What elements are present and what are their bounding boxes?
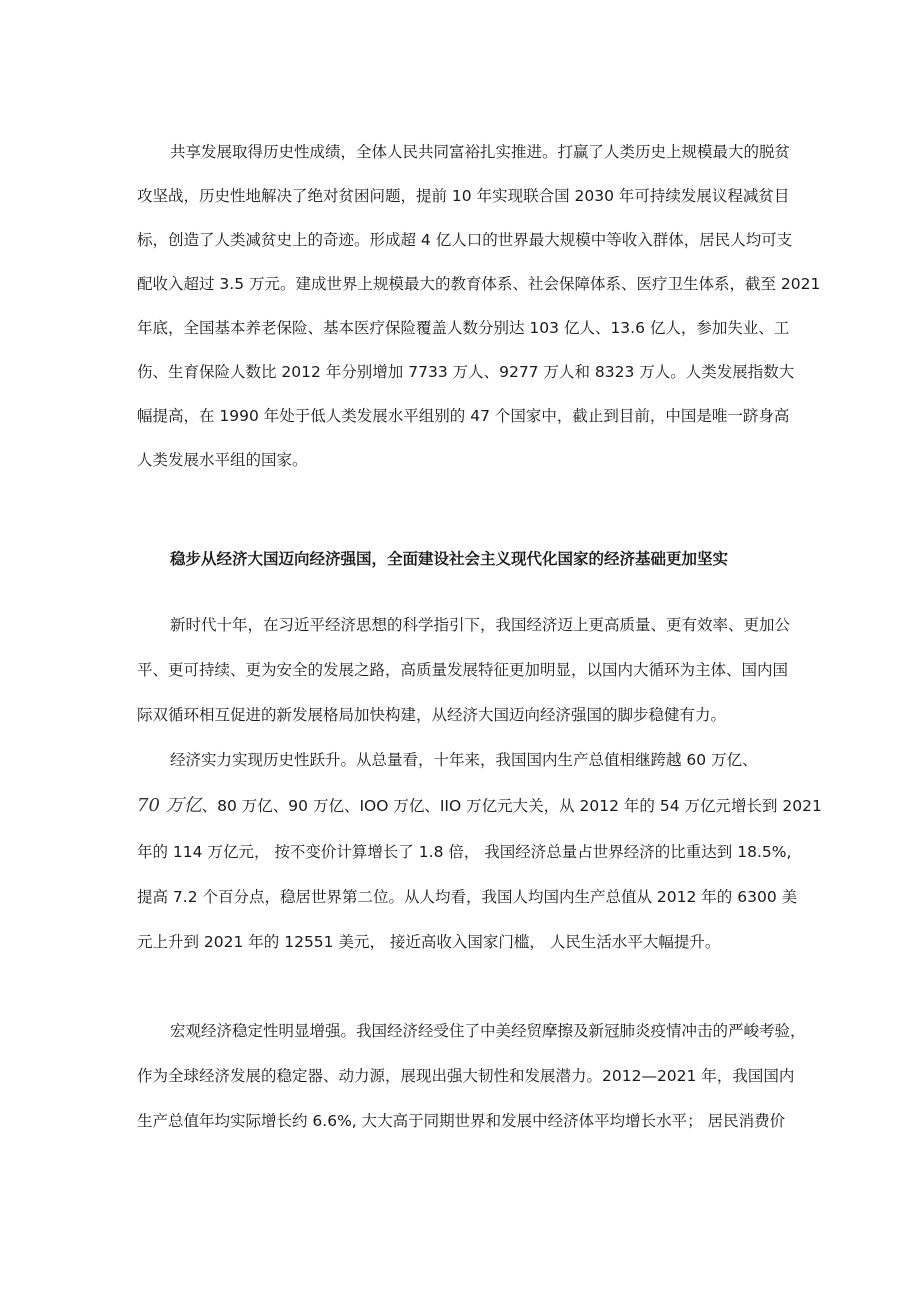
- paragraph3-line-2-rest: 、80 万亿、90 万亿、IOO 万亿、IIO 万亿元大关，从 2012 年的 54 万亿元增长到 2021: [201, 797, 822, 815]
- paragraph1-line-8: 人类发展水平组的国家。: [137, 451, 308, 469]
- paragraph4-line-2: 作为全球经济发展的稳定器、动力源，展现出强大韧性和发展潜力。2012—2021 年，我国国内: [137, 1067, 795, 1085]
- paragraph1-line-7: 幅提高，在 1990 年处于低人类发展水平组别的 47 个国家中，截止到目前，中国是唯一跻身高: [137, 407, 790, 425]
- paragraph1-line-6: 伤、生育保险人数比 2012 年分别增加 7733 万人、9277 万人和 8323 万人。人类发展指数大: [137, 363, 795, 381]
- paragraph2-line-1: 新时代十年，在习近平经济思想的科学指引下，我国经济迈上更高质量、更有效率、更加公: [170, 616, 791, 634]
- paragraph1-line-4: 配收入超过 3.5 万元。建成世界上规模最大的教育体系、社会保障体系、医疗卫生体系，截至 2021: [137, 275, 821, 293]
- paragraph1-line-1: 共享发展取得历史性成绩，全体人民共同富裕扎实推进。打赢了人类历史上规模最大的脱贫: [170, 143, 791, 161]
- paragraph4-line-1: 宏观经济稳定性明显增强。我国经济经受住了中美经贸摩擦及新冠肺炎疫情冲击的严峻考验，: [170, 1022, 806, 1040]
- paragraph3-line-4: 提高 7.2 个百分点，稳居世界第二位。从人均看，我国人均国内生产总值从 2012 年的 6300 美: [137, 888, 798, 906]
- paragraph3-line-3: 年的 114 万亿元， 按不变价计算增长了 1.8 倍， 我国经济总量占世界经济的比重达到 18.5%,: [137, 843, 792, 861]
- italic-value-70-trillion: 70 万亿: [137, 795, 202, 816]
- paragraph4-line-3: 生产总值年均实际增长约 6.6%, 大大高于同期世界和发展中经济体平均增长水平； 居民消费价: [137, 1112, 786, 1130]
- paragraph3-line-5: 元上升到 2021 年的 12551 美元， 接近高收入国家门槛， 人民生活水平大幅提升。: [137, 933, 721, 951]
- paragraph3-line-2: [137, 795, 822, 816]
- paragraph3-line-1: 经济实力实现历史性跃升。从总量看，十年来，我国国内生产总值相继跨越 60 万亿、: [170, 751, 758, 769]
- paragraph1-line-3: 标，创造了人类减贫史上的奇迹。形成超 4 亿人口的世界最大规模中等收入群体，居民人均可支: [137, 231, 793, 249]
- paragraph2-line-2: 平、更可持续、更为安全的发展之路，高质量发展特征更加明显，以国内大循环为主体、国内国: [137, 661, 789, 679]
- paragraph2-line-3: 际双循环相互促进的新发展格局加快构建，从经济大国迈向经济强国的脚步稳健有力。: [137, 706, 727, 724]
- paragraph1-line-5: 年底，全国基本养老保险、基本医疗保险覆盖人数分别达 103 亿人、13.6 亿人，参加失业、工: [137, 319, 790, 337]
- section-heading: 稳步从经济大国迈向经济强国，全面建设社会主义现代化国家的经济基础更加坚实: [170, 550, 729, 568]
- paragraph1-line-2: 攻坚战，历史性地解决了绝对贫困问题，提前 10 年实现联合国 2030 年可持续发展议程减贫目: [137, 187, 790, 205]
